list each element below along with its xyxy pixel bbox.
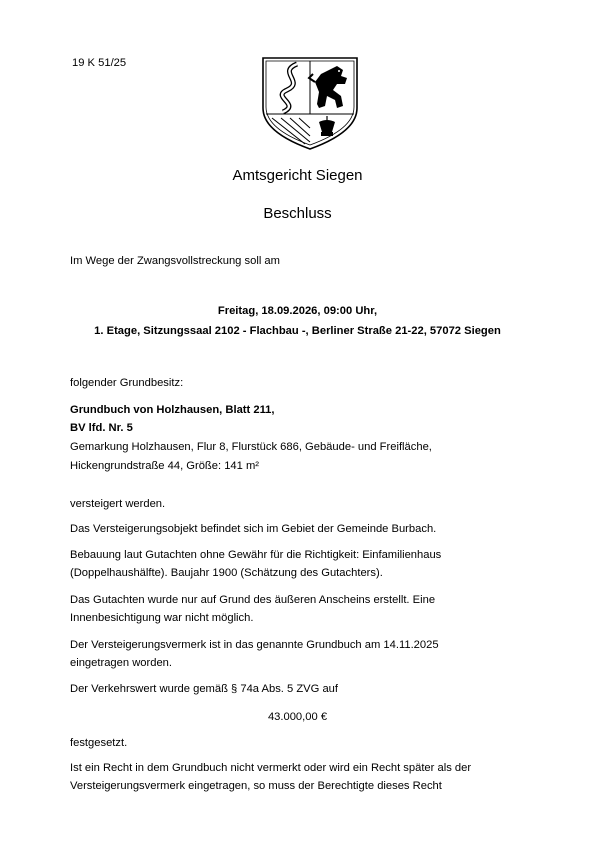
property-intro: folgender Grundbesitz:: [70, 377, 184, 389]
appraisal-line-2: Innenbesichtigung war nicht möglich.: [70, 612, 254, 624]
register-note-line-1: Der Versteigerungsvermerk ist in das genannte Grundbuch am 14.11.2025: [70, 639, 439, 651]
building-line-1: Bebauung laut Gutachten ohne Gewähr für die Richtigkeit: Einfamilienhaus: [70, 549, 442, 561]
auctioned-text: versteigert werden.: [70, 498, 166, 510]
market-value: 43.000,00 €: [267, 711, 328, 723]
parcel-line-1: Gemarkung Holzhausen, Flur 8, Flurstück 686, Gebäude- und Freifläche,: [70, 441, 432, 453]
building-line-2: (Doppelhaushälfte). Baujahr 1900 (Schätzung des Gutachters).: [70, 567, 383, 579]
document-type: Beschluss: [263, 205, 332, 222]
parcel-line-2: Hickengrundstraße 44, Größe: 141 m²: [70, 460, 260, 472]
fixed-text: festgesetzt.: [70, 737, 128, 749]
value-intro: Der Verkehrswert wurde gemäß § 74a Abs. 5 ZVG auf: [70, 683, 339, 695]
appraisal-line-1: Das Gutachten wurde nur auf Grund des äußeren Anscheins erstellt. Eine: [70, 594, 436, 606]
rights-line-1: Ist ein Recht in dem Grundbuch nicht vermerkt oder wird ein Recht später als der: [70, 762, 472, 774]
rights-line-2: Versteigerungsvermerk eingetragen, so muss der Berechtigte dieses Recht: [70, 780, 442, 792]
bv-number: BV lfd. Nr. 5: [70, 422, 133, 434]
hearing-location: 1. Etage, Sitzungssaal 2102 - Flachbau -, Berliner Straße 21-22, 57072 Siegen: [94, 325, 501, 337]
intro-text: Im Wege der Zwangsvollstreckung soll am: [70, 255, 280, 267]
register-note-line-2: eingetragen worden.: [70, 657, 173, 669]
file-number: 19 K 51/25: [72, 57, 127, 69]
hearing-date: Freitag, 18.09.2026, 09:00 Uhr,: [217, 305, 378, 317]
coat-of-arms-icon: [257, 52, 363, 152]
municipality-text: Das Versteigerungsobjekt befindet sich im Gebiet der Gemeinde Burbach.: [70, 523, 437, 535]
court-name: Amtsgericht Siegen: [232, 167, 363, 184]
land-register: Grundbuch von Holzhausen, Blatt 211,: [70, 404, 275, 416]
